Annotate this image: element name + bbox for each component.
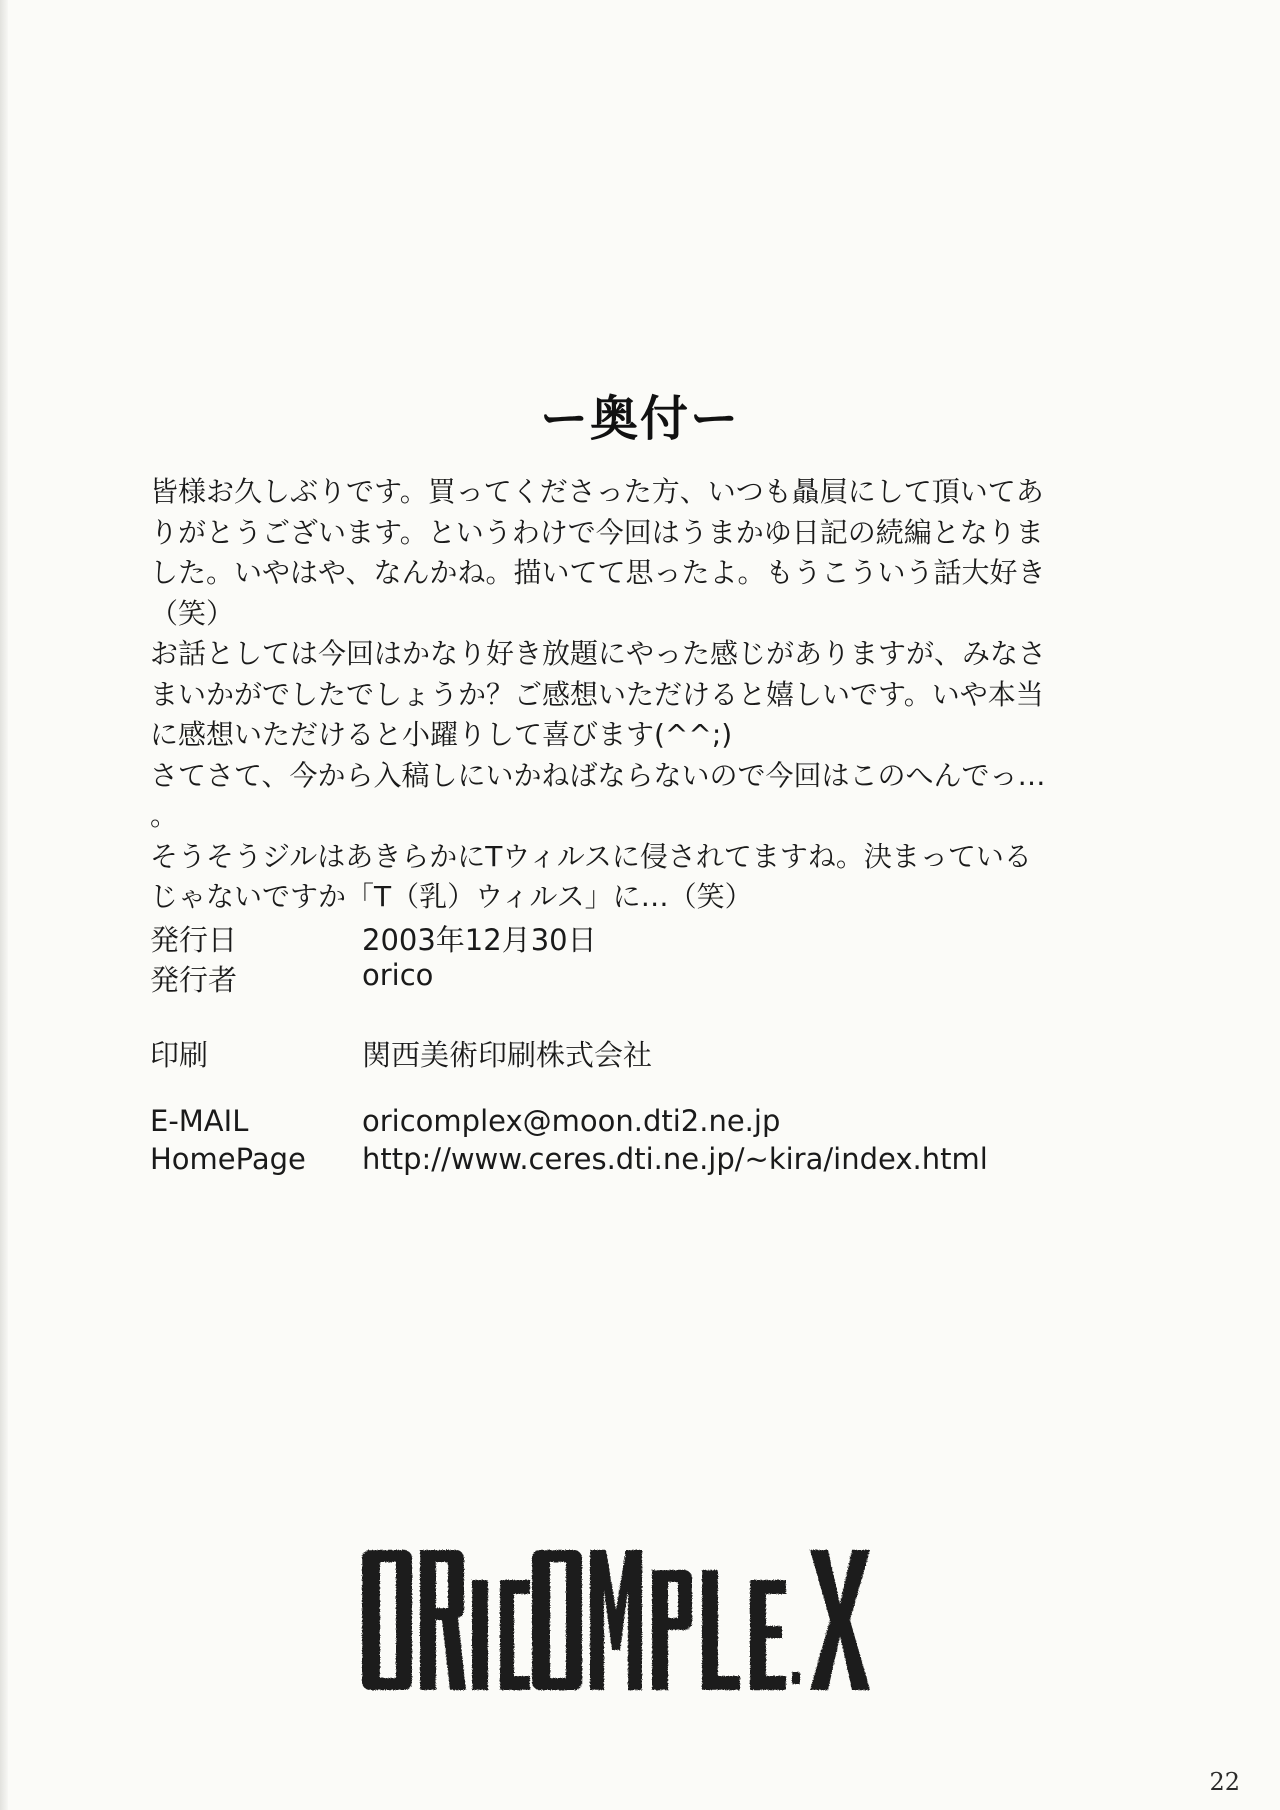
afterword-line: りがとうございます。というわけで今回はうまかゆ日記の続編となりま — [150, 515, 1044, 549]
publisher-label: 発行者 — [150, 963, 238, 997]
oricomplex-logo-image — [360, 1540, 920, 1700]
homepage-value: http://www.ceres.dti.ne.jp/~kira/index.html — [362, 1142, 988, 1176]
issue-date-label: 発行日 — [150, 923, 238, 957]
email-value: oricomplex@moon.dti2.ne.jp — [362, 1104, 781, 1138]
email-label: E-MAIL — [150, 1104, 249, 1138]
afterword-line: （笑） — [150, 596, 235, 630]
printer-label: 印刷 — [150, 1038, 209, 1072]
page-number: 22 — [1209, 1768, 1240, 1796]
afterword-line: お話としては今回はかなり好き放題にやった感じがありますが、みなさ — [150, 637, 1047, 670]
afterword-line: に感想いただけると小躍りして喜びます(^^;) — [150, 718, 733, 751]
circle-logo — [0, 1540, 1280, 1704]
page-title: ー奥付ー — [539, 391, 740, 447]
afterword-line: そうそうジルはあきらかにTウィルスに侵されてますね。決まっている — [150, 839, 1032, 873]
afterword-line: さてさて、今から入稿しにいかねばならないので今回はこのへんでっ… — [150, 758, 1046, 792]
afterword-line: まいかがでしたでしょうか？ご感想いただけると嬉しいです。いや本当 — [150, 677, 1044, 711]
homepage-label: HomePage — [150, 1142, 306, 1176]
afterword-line: 皆様お久しぶりです。買ってくださった方、いつも贔屓にして頂いてあ — [150, 475, 1044, 508]
afterword-text — [150, 472, 1130, 918]
page-edge — [0, 0, 8, 1810]
publisher-value: orico — [362, 958, 434, 992]
afterword-line: した。いやはや、なんかね。描いてて思ったよ。もうこういう話大好き — [150, 556, 1046, 589]
afterword-line: じゃないですか「T（乳）ウィルス」に…（笑） — [150, 880, 753, 913]
issue-date-value: 2003年12月30日 — [362, 923, 597, 957]
afterword-line: 。 — [150, 799, 179, 832]
printer-value: 関西美術印刷株式会社 — [362, 1038, 653, 1072]
